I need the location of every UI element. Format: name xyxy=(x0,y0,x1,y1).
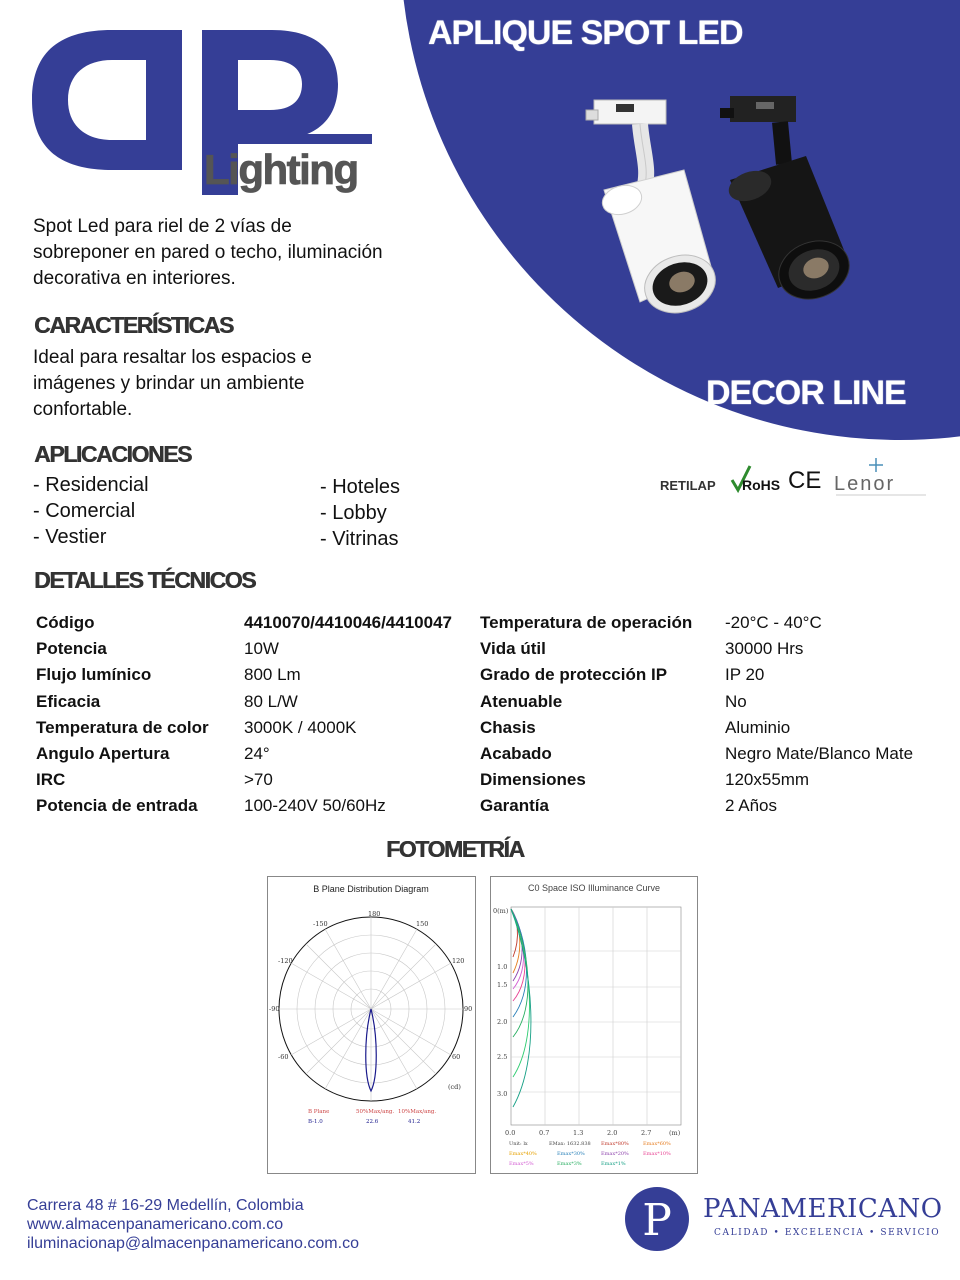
spec-label: Dimensiones xyxy=(480,770,586,790)
specs-table xyxy=(36,610,935,820)
table-row xyxy=(36,610,935,636)
spec-value: 120x55mm xyxy=(725,770,810,790)
spec-label: Temperatura de color xyxy=(36,717,209,737)
legend-label: Emax*10% xyxy=(643,1151,671,1157)
spec-value: 24° xyxy=(244,744,270,764)
table-row xyxy=(36,793,935,819)
tick-label: 0.7 xyxy=(539,1129,550,1137)
retilap-logo: RETILAP xyxy=(660,478,716,493)
tick-label: 0.0 xyxy=(505,1129,516,1137)
heading-aplicaciones: APLICACIONES xyxy=(34,441,191,467)
white-spot-adapter xyxy=(586,100,666,188)
angle-label: -120 xyxy=(278,957,293,965)
list-item: - Vestier xyxy=(33,526,107,548)
aplicaciones-list-left xyxy=(33,472,149,550)
tick-label: 1.3 xyxy=(573,1129,584,1137)
spec-value: 4410070/4410046/4410047 xyxy=(244,613,452,633)
spec-value: IP 20 xyxy=(725,665,765,685)
heading-detalles-tecnicos: DETALLES TÉCNICOS xyxy=(34,567,256,593)
spec-value: 3000K / 4000K xyxy=(244,717,357,737)
heading-caracteristicas: CARACTERÍSTICAS xyxy=(34,312,233,338)
tick-label: 2.7 xyxy=(641,1129,652,1137)
spec-value: 2 Años xyxy=(725,796,777,816)
angle-label: 90 xyxy=(464,1005,473,1013)
spec-label: IRC xyxy=(36,770,66,790)
spec-label: Eficacia xyxy=(36,691,101,711)
legend-label: Emax*30% xyxy=(557,1151,585,1157)
spec-label: Potencia de entrada xyxy=(36,796,198,816)
tick-label: 2.0 xyxy=(497,1018,508,1026)
spec-label: Chasis xyxy=(480,717,536,737)
spec-label: Temperatura de operación xyxy=(480,613,693,633)
legend-label: Emax*80% xyxy=(601,1141,629,1147)
aplicaciones-list-right xyxy=(320,474,400,552)
list-item: - Vitrinas xyxy=(320,528,399,550)
footer-website[interactable]: www.almacenpanamericano.com.co xyxy=(27,1216,284,1233)
angle-label: 150 xyxy=(416,920,429,928)
tick-label: 0(m) xyxy=(493,907,509,915)
angle-label: -90 xyxy=(269,1005,280,1013)
svg-text:P: P xyxy=(642,1195,672,1246)
spec-value: Aluminio xyxy=(725,717,791,737)
legend-label: Emax*5% xyxy=(509,1161,534,1167)
tick-label: 2.0 xyxy=(607,1129,618,1137)
spec-label: Angulo Apertura xyxy=(36,744,170,764)
panamericano-tagline: CALIDAD • EXCELENCIA • SERVICIO xyxy=(714,1228,941,1238)
diagram-title: B Plane Distribution Diagram xyxy=(313,884,429,894)
legend-label: Emax*60% xyxy=(643,1141,671,1147)
panamericano-brand: PANAMERICANO xyxy=(703,1194,943,1224)
spec-value: 30000 Hrs xyxy=(725,639,804,659)
spec-value: 800 Lm xyxy=(244,665,301,685)
angle-label: -60 xyxy=(278,1053,289,1061)
footer-email[interactable]: iluminacionap@almacenpanamericano.com.co xyxy=(27,1235,359,1252)
lenor-logo xyxy=(834,458,926,495)
table-row xyxy=(36,715,935,741)
black-spot-adapter xyxy=(720,96,796,164)
panamericano-logo-icon xyxy=(624,1186,690,1252)
legend-label: 10%Max/ang. xyxy=(398,1109,437,1115)
product-description: Spot Led para riel de 2 vías de sobreponer en pared o techo, iluminación decorativa en interiores. xyxy=(33,216,383,289)
angle-label: 180 xyxy=(368,910,381,918)
iso-curves xyxy=(511,909,531,1107)
table-row xyxy=(36,662,935,688)
angle-label: -150 xyxy=(313,920,328,928)
legend-label: B-1.0 xyxy=(308,1119,323,1125)
logo-wordmark: Lighting xyxy=(204,146,358,193)
iso-illuminance-diagram xyxy=(490,876,698,1174)
table-row xyxy=(36,689,935,715)
certification-logos xyxy=(658,458,930,498)
legend-label: EMax: 1632.838 xyxy=(549,1141,591,1147)
product-line-name: DECOR LINE xyxy=(706,374,906,412)
heading-fotometria: FOTOMETRÍA xyxy=(386,836,524,862)
table-row xyxy=(36,636,935,662)
ap-lighting-logo xyxy=(32,30,377,195)
spec-label: Atenuable xyxy=(480,691,563,711)
footer-contact xyxy=(27,1196,359,1253)
diagram-title: C0 Space ISO Illuminance Curve xyxy=(527,883,661,893)
spec-value: Negro Mate/Blanco Mate xyxy=(725,744,914,764)
spec-value: No xyxy=(725,691,747,711)
spec-label: Código xyxy=(36,613,95,633)
spec-label: Flujo lumínico xyxy=(36,665,152,685)
legend-label: Emax*40% xyxy=(509,1151,537,1157)
caracteristicas-text: Ideal para resaltar los espacios e imágenes y brindar un ambiente confortable. xyxy=(33,347,312,420)
spec-label: Vida útil xyxy=(480,639,546,659)
black-spot-body xyxy=(725,156,858,309)
rohs-logo: RoHS xyxy=(742,477,781,493)
spec-value: >70 xyxy=(244,770,273,790)
spec-value: 100-240V 50/60Hz xyxy=(244,796,386,816)
spec-label: Grado de protección IP xyxy=(480,665,668,685)
white-spot-body xyxy=(599,170,723,322)
list-item: - Lobby xyxy=(320,502,387,524)
spec-value: 10W xyxy=(244,639,279,659)
footer-address: Carrera 48 # 16-29 Medellín, Colombia xyxy=(27,1197,304,1214)
legend-label: B Plane xyxy=(308,1109,330,1115)
tick-label: 1.5 xyxy=(497,981,508,989)
spec-value: 80 L/W xyxy=(244,691,298,711)
spec-label: Garantía xyxy=(480,796,549,816)
product-image xyxy=(580,90,870,325)
legend-label: 41.2 xyxy=(408,1119,421,1125)
spec-label: Potencia xyxy=(36,639,107,659)
table-row xyxy=(36,741,935,767)
polar-distribution-diagram xyxy=(267,876,476,1174)
legend-label: 22.6 xyxy=(366,1119,379,1125)
table-row xyxy=(36,767,935,793)
unit-label: (cd) xyxy=(448,1083,461,1091)
product-title: APLIQUE SPOT LED xyxy=(428,14,743,52)
tick-label: (m) xyxy=(669,1129,681,1137)
legend-label: Emax*20% xyxy=(601,1151,629,1157)
legend-label: Emax*1% xyxy=(601,1161,626,1167)
spec-value: -20°C - 40°C xyxy=(725,613,822,633)
angle-label: 120 xyxy=(452,957,465,965)
tick-label: 1.0 xyxy=(497,963,508,971)
spec-label: Acabado xyxy=(480,744,552,764)
legend-label: 50%Max/ang. xyxy=(356,1109,395,1115)
svg-text:Lenor: Lenor xyxy=(834,473,896,495)
list-item: - Residencial xyxy=(33,474,149,496)
legend-label: Emax*3% xyxy=(557,1161,582,1167)
tick-label: 3.0 xyxy=(497,1090,508,1098)
list-item: - Hoteles xyxy=(320,476,401,498)
tick-label: 2.5 xyxy=(497,1053,508,1061)
list-item: - Comercial xyxy=(33,500,136,522)
ce-logo: CE xyxy=(788,467,822,494)
angle-label: 60 xyxy=(452,1053,461,1061)
legend-label: Unit: lx xyxy=(509,1141,528,1147)
